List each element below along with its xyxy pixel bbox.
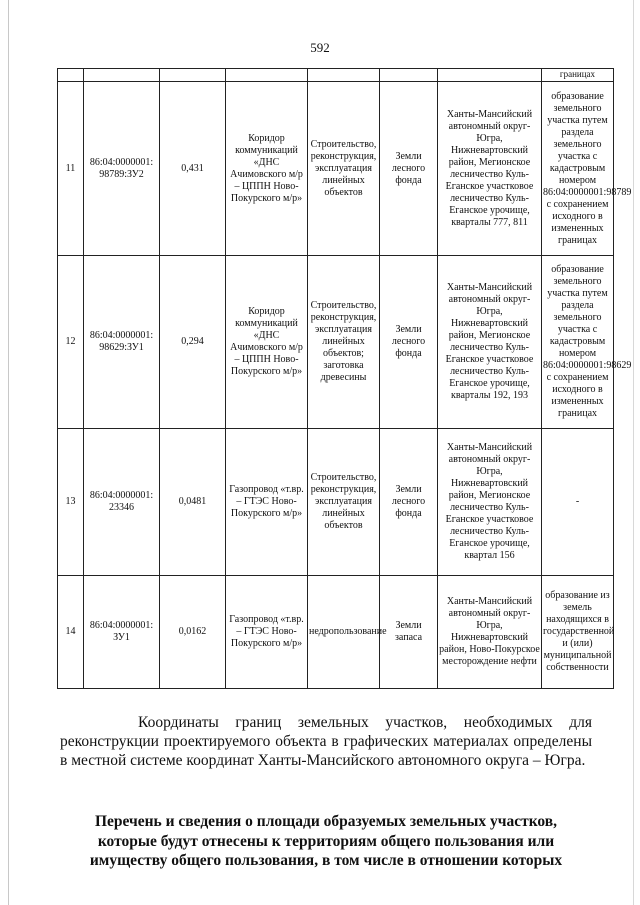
scan-edge-right	[633, 0, 634, 905]
cell-location: Ханты-Мансийский автономный округ-Югра, Нижневартовский район, Ново-Покурское месторождение нефти	[438, 576, 542, 689]
cell-area: 0,0162	[160, 576, 226, 689]
land-plots-table	[57, 68, 632, 689]
cell-category: Земли лесного фонда	[380, 256, 438, 429]
cell-location: Ханты-Мансийский автономный округ-Югра, Нижневартовский район, Мегионское лесничество Куль-Еганское участковое лесничество Куль-Еганское урочище, кварталы 192, 193	[438, 256, 542, 429]
cell-number: 13	[58, 429, 84, 576]
cell-category: Земли запаса	[380, 576, 438, 689]
table-row	[58, 429, 614, 576]
cell-use: Строительство, реконструкция, эксплуатация линейных объектов	[308, 429, 380, 576]
cell-object: Коридор коммуникаций «ДНС Ачимовского м/р – ЦППН Ново-Покурского м/р»	[226, 256, 308, 429]
table-row	[58, 82, 614, 256]
cell-number: 11	[58, 82, 84, 256]
cell-cadastral: 86:04:0000001: ЗУ1	[84, 576, 160, 689]
cell-location: Ханты-Мансийский автономный округ-Югра, Нижневартовский район, Мегионское лесничество Куль-Еганское участковое лесничество Куль-Еганское урочище, кварталы 777, 811	[438, 82, 542, 256]
coordinates-paragraph: Координаты границ земельных участков, необходимых для реконструкции проектируемого объекта в графических материалах определены в местной системе координат Ханты-Мансийского автономного округа – Югра.	[60, 714, 592, 769]
cell-category: Земли лесного фонда	[380, 429, 438, 576]
cell-object: Газопровод «т.вр. – ГТЭС Ново-Покурского м/р»	[226, 576, 308, 689]
page-number: 592	[310, 40, 330, 55]
table-row	[58, 576, 614, 689]
cell-object: Коридор коммуникаций «ДНС Ачимовского м/р – ЦППН Ново-Покурского м/р»	[226, 82, 308, 256]
scan-edge-left	[8, 0, 9, 905]
cell-use: Строительство, реконструкция, эксплуатация линейных объектов	[308, 82, 380, 256]
cell-cadastral: 86:04:0000001: 98789:ЗУ2	[84, 82, 160, 256]
cell-area: 0,294	[160, 256, 226, 429]
cell-cadastral: 86:04:0000001: 98629:ЗУ1	[84, 256, 160, 429]
cell-use: недропользование	[308, 576, 380, 689]
cell-use: Строительство, реконструкция, эксплуатация линейных объектов; заготовка древесины	[308, 256, 380, 429]
cell-category: Земли лесного фонда	[380, 82, 438, 256]
cell-object: Газопровод «т.вр. – ГТЭС Ново-Покурского м/р»	[226, 429, 308, 576]
section-heading: Перечень и сведения о площади образуемых земельных участков, которые будут отнесены к территориям общего пользования или имуществу общего пользования, в том числе в отношении которых	[89, 813, 563, 869]
cell-area: 0,431	[160, 82, 226, 256]
cell-number: 12	[58, 256, 84, 429]
cell-requirements: образование земельного участка путем раздела земельного участка с кадастровым номером 86:04:0000001:98789 с сохранением исходного в измененных границах	[542, 82, 614, 256]
cell-number: 14	[58, 576, 84, 689]
table-row-continuation	[58, 69, 614, 82]
cell-cadastral: 86:04:0000001: 23346	[84, 429, 160, 576]
cell-requirements: -	[542, 429, 614, 576]
cell-location: Ханты-Мансийский автономный округ-Югра, Нижневартовский район, Мегионское лесничество Куль-Еганское участковое лесничество Куль-Еганское урочище, квартал 156	[438, 429, 542, 576]
cell-requirements: границах	[542, 69, 614, 82]
cell-area: 0,0481	[160, 429, 226, 576]
cell-requirements: образование из земель находящихся в государственной и (или) муниципальной собственности	[542, 576, 614, 689]
cell-requirements: образование земельного участка путем раздела земельного участка с кадастровым номером 86:04:0000001:98629 с сохранением исходного в измененных границах	[542, 256, 614, 429]
table-row	[58, 256, 614, 429]
